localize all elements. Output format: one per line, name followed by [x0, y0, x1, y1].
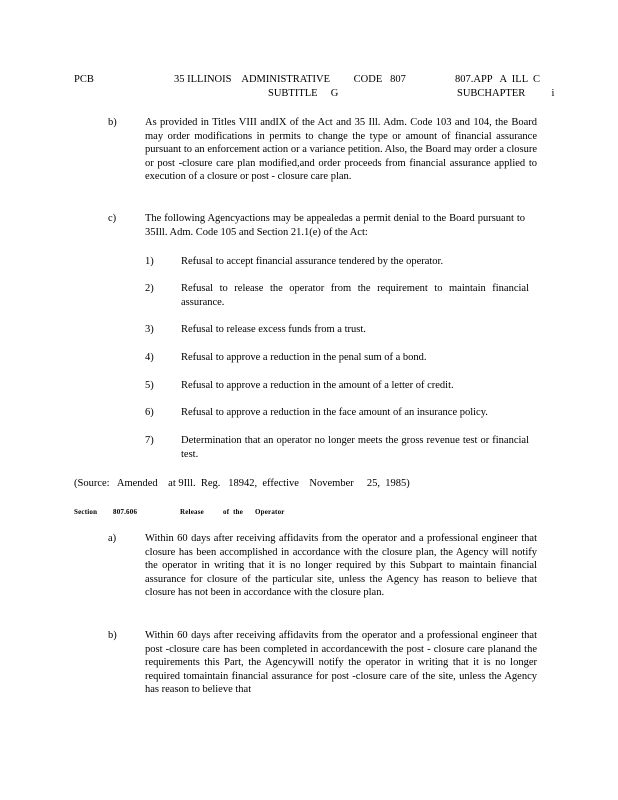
paragraph-b-text: As provided in Titles VIII andIX of the Act and 35 Ill. Adm. Code 103 and 104, the Board may order modifications in permits to change the type or amount of financial assurance pursuant to an enforcement action or a variance petition. Also, the Board may order a closure or post -closure care plan modified,and order proceeds from financial assurance applied to execution of a closure or post - closure care plan.	[145, 117, 537, 182]
list-item-text: Determination that an operator no longer meets the gross revenue test or financial test.	[181, 435, 529, 460]
paragraph-label-c: c)	[108, 213, 117, 224]
section-title-word-1: Release	[180, 508, 204, 516]
section-number: 807.606	[113, 508, 138, 516]
list-item-number: 3)	[145, 324, 154, 335]
source-note: (Source: Amended at 9Ill. Reg. 18942, effective November 25, 1985)	[74, 478, 410, 489]
release-paragraph-a-text: Within 60 days after receiving affidavits from the operator and a professional engineer that closure has been accomplished in accordance with the closure plan, the Agency will notify the operator in writing that it is no longer required by this Subpart to maintain financial assurance for closure of the particular site, unless the Agency has reason to believe that closure has not been in accordance with the closure plan.	[145, 533, 537, 598]
list-item-text: Refusal to release the operator from the requirement to maintain financial assurance.	[181, 283, 529, 308]
list-item-text: Refusal to approve a reduction in the face amount of an insurance policy.	[181, 407, 488, 418]
paragraph-label-a: a)	[108, 533, 117, 544]
header-right-line2: SUBCHAPTER i	[457, 88, 555, 99]
list-item-number: 4)	[145, 352, 154, 363]
section-title-word-2: of the	[223, 508, 244, 516]
list-item-number: 5)	[145, 380, 154, 391]
list-item-number: 7)	[145, 435, 154, 446]
release-paragraph-b-text: Within 60 days after receiving affidavits from the operator and a professional engineer that post -closure care has been completed in accordancewith the post - closure care planand the requirements this Part, the Agencywill notify the operator in writing that it is no longer required tomaintain financial assurance for post -closure care of the site, unless the Agency has reason to believe that	[145, 630, 537, 695]
section-label: Section	[74, 508, 98, 516]
list-item-text: Refusal to approve a reduction in the amount of a letter of credit.	[181, 380, 454, 391]
header-left: PCB	[74, 74, 94, 85]
header-center-line1: 35 ILLINOIS ADMINISTRATIVE CODE 807	[174, 74, 406, 85]
header-right-line1: 807.APP A ILL C	[455, 74, 540, 85]
list-item-number: 1)	[145, 256, 154, 267]
header-center-line2: SUBTITLE G	[268, 88, 339, 99]
list-item-text: Refusal to release excess funds from a trust.	[181, 324, 366, 335]
paragraph-label-b-2: b)	[108, 630, 117, 641]
list-item-text: Refusal to approve a reduction in the penal sum of a bond.	[181, 352, 427, 363]
paragraph-label-b: b)	[108, 117, 117, 128]
list-item-number: 2)	[145, 283, 154, 294]
paragraph-c-text: The following Agencyactions may be appealedas a permit denial to the Board pursuant to 35Ill. Adm. Code 105 and Section 21.1(e) of the Act:	[145, 213, 525, 238]
section-title-word-3: Operator	[255, 508, 285, 516]
list-item-number: 6)	[145, 407, 154, 418]
list-item-text: Refusal to accept financial assurance tendered by the operator.	[181, 256, 444, 267]
